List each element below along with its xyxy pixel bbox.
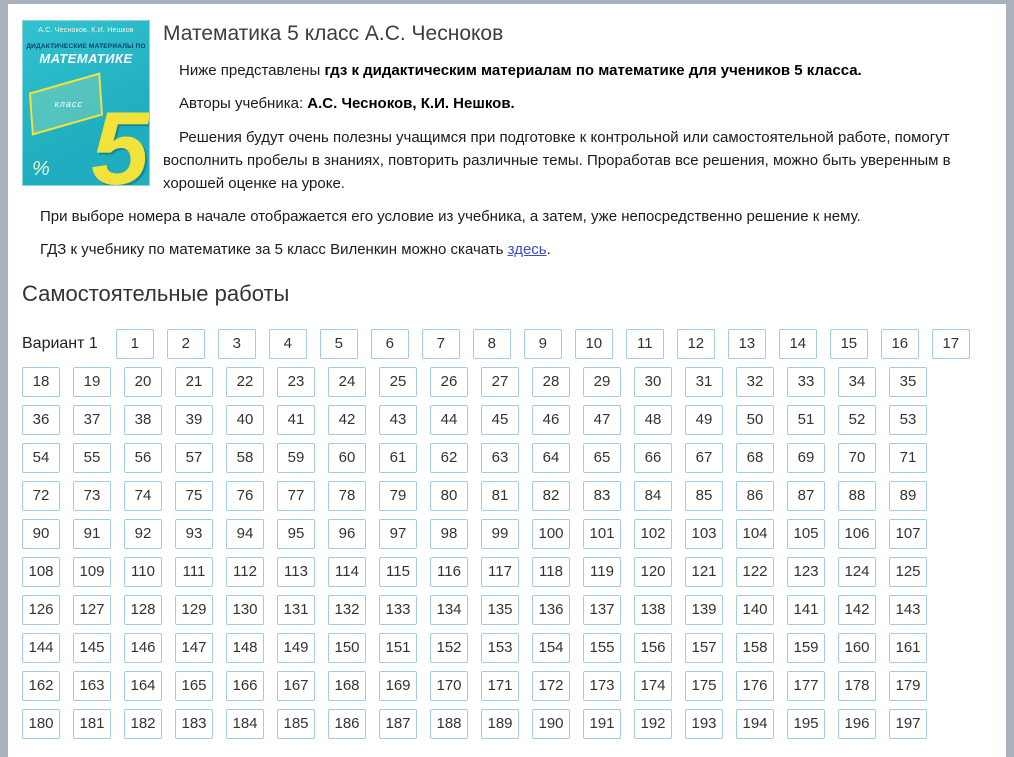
task-button-94[interactable]: 94	[226, 519, 264, 549]
task-button-101[interactable]: 101	[583, 519, 621, 549]
task-grid	[22, 329, 992, 739]
task-button-32[interactable]: 32	[736, 367, 774, 397]
task-button-37[interactable]: 37	[73, 405, 111, 435]
task-button-103[interactable]: 103	[685, 519, 723, 549]
task-button-150[interactable]: 150	[328, 633, 366, 663]
cover-grade-label: класс	[54, 99, 83, 109]
task-button-163[interactable]: 163	[73, 671, 111, 701]
task-button-2[interactable]: 2	[167, 329, 205, 359]
task-button-113[interactable]: 113	[277, 557, 315, 587]
task-button-18[interactable]: 18	[22, 367, 60, 397]
task-button-75[interactable]: 75	[175, 481, 213, 511]
intro-paragraph-1	[163, 59, 992, 82]
task-button-193[interactable]: 193	[685, 709, 723, 739]
task-button-53[interactable]: 53	[889, 405, 927, 435]
task-button-135[interactable]: 135	[481, 595, 519, 625]
task-button-131[interactable]: 131	[277, 595, 315, 625]
task-button-93[interactable]: 93	[175, 519, 213, 549]
task-button-46[interactable]: 46	[532, 405, 570, 435]
task-button-189[interactable]: 189	[481, 709, 519, 739]
task-button-116[interactable]: 116	[430, 557, 468, 587]
task-button-106[interactable]: 106	[838, 519, 876, 549]
task-button-121[interactable]: 121	[685, 557, 723, 587]
task-button-157[interactable]: 157	[685, 633, 723, 663]
task-button-74[interactable]: 74	[124, 481, 162, 511]
task-button-151[interactable]: 151	[379, 633, 417, 663]
task-button-156[interactable]: 156	[634, 633, 672, 663]
task-button-28[interactable]: 28	[532, 367, 570, 397]
task-button-194[interactable]: 194	[736, 709, 774, 739]
task-button-158[interactable]: 158	[736, 633, 774, 663]
task-button-165[interactable]: 165	[175, 671, 213, 701]
task-button-123[interactable]: 123	[787, 557, 825, 587]
task-button-23[interactable]: 23	[277, 367, 315, 397]
task-button-16[interactable]: 16	[881, 329, 919, 359]
task-button-3[interactable]: 3	[218, 329, 256, 359]
task-button-55[interactable]: 55	[73, 443, 111, 473]
task-button-132[interactable]: 132	[328, 595, 366, 625]
task-button-12[interactable]: 12	[677, 329, 715, 359]
task-button-187[interactable]: 187	[379, 709, 417, 739]
task-button-19[interactable]: 19	[73, 367, 111, 397]
task-button-162[interactable]: 162	[22, 671, 60, 701]
percent-sign: %	[32, 158, 50, 180]
task-button-197[interactable]: 197	[889, 709, 927, 739]
task-button-164[interactable]: 164	[124, 671, 162, 701]
task-button-100[interactable]: 100	[532, 519, 570, 549]
task-row	[22, 329, 992, 359]
task-button-144[interactable]: 144	[22, 633, 60, 663]
task-button-98[interactable]: 98	[430, 519, 468, 549]
task-button-5[interactable]: 5	[320, 329, 358, 359]
task-button-177[interactable]: 177	[787, 671, 825, 701]
task-button-112[interactable]: 112	[226, 557, 264, 587]
task-button-171[interactable]: 171	[481, 671, 519, 701]
task-button-191[interactable]: 191	[583, 709, 621, 739]
task-button-182[interactable]: 182	[124, 709, 162, 739]
task-button-77[interactable]: 77	[277, 481, 315, 511]
task-button-185[interactable]: 185	[277, 709, 315, 739]
cover-subject: МАТЕМАТИКЕ	[39, 51, 133, 66]
task-button-175[interactable]: 175	[685, 671, 723, 701]
task-button-115[interactable]: 115	[379, 557, 417, 587]
intro-paragraph-2-text: Авторы учебника:	[179, 95, 308, 113]
task-button-90[interactable]: 90	[22, 519, 60, 549]
task-button-168[interactable]: 168	[328, 671, 366, 701]
task-button-181[interactable]: 181	[73, 709, 111, 739]
task-button-134[interactable]: 134	[430, 595, 468, 625]
task-button-188[interactable]: 188	[430, 709, 468, 739]
task-button-82[interactable]: 82	[532, 481, 570, 511]
task-button-35[interactable]: 35	[889, 367, 927, 397]
task-button-117[interactable]: 117	[481, 557, 519, 587]
task-button-127[interactable]: 127	[73, 595, 111, 625]
task-button-97[interactable]: 97	[379, 519, 417, 549]
task-button-110[interactable]: 110	[124, 557, 162, 587]
task-button-179[interactable]: 179	[889, 671, 927, 701]
section-title: Самостоятельные работы	[22, 280, 290, 306]
task-button-96[interactable]: 96	[328, 519, 366, 549]
task-button-128[interactable]: 128	[124, 595, 162, 625]
task-button-172[interactable]: 172	[532, 671, 570, 701]
task-row	[22, 595, 992, 625]
task-button-139[interactable]: 139	[685, 595, 723, 625]
task-button-180[interactable]: 180	[22, 709, 60, 739]
task-button-161[interactable]: 161	[889, 633, 927, 663]
task-button-39[interactable]: 39	[175, 405, 213, 435]
task-button-130[interactable]: 130	[226, 595, 264, 625]
task-row	[22, 671, 992, 701]
task-button-183[interactable]: 183	[175, 709, 213, 739]
task-button-174[interactable]: 174	[634, 671, 672, 701]
task-button-26[interactable]: 26	[430, 367, 468, 397]
book-header	[22, 20, 992, 205]
task-button-61[interactable]: 61	[379, 443, 417, 473]
task-button-138[interactable]: 138	[634, 595, 672, 625]
task-button-43[interactable]: 43	[379, 405, 417, 435]
task-button-88[interactable]: 88	[838, 481, 876, 511]
intro-paragraph-3: Решения будут очень полезны учащимся при подготовке к контрольной или самостоятельной работе, помогут восполнить пробелы в знаниях, повторить различные темы. Проработав все решения, можно быть уверенным в хорошей оценке на уроке.	[163, 128, 951, 192]
task-button-160[interactable]: 160	[838, 633, 876, 663]
task-button-73[interactable]: 73	[73, 481, 111, 511]
task-row	[22, 557, 992, 587]
task-row	[22, 633, 992, 663]
task-button-49[interactable]: 49	[685, 405, 723, 435]
task-button-62[interactable]: 62	[430, 443, 468, 473]
task-button-66[interactable]: 66	[634, 443, 672, 473]
task-button-85[interactable]: 85	[685, 481, 723, 511]
task-button-48[interactable]: 48	[634, 405, 672, 435]
task-button-118[interactable]: 118	[532, 557, 570, 587]
task-button-58[interactable]: 58	[226, 443, 264, 473]
cover-authors: А.С. Чесноков, К.И. Нешков	[38, 27, 134, 34]
task-button-57[interactable]: 57	[175, 443, 213, 473]
task-button-20[interactable]: 20	[124, 367, 162, 397]
task-button-41[interactable]: 41	[277, 405, 315, 435]
task-button-44[interactable]: 44	[430, 405, 468, 435]
task-button-153[interactable]: 153	[481, 633, 519, 663]
task-button-167[interactable]: 167	[277, 671, 315, 701]
variant-label: Вариант 1	[22, 334, 98, 352]
task-button-95[interactable]: 95	[277, 519, 315, 549]
task-button-56[interactable]: 56	[124, 443, 162, 473]
task-button-50[interactable]: 50	[736, 405, 774, 435]
task-button-129[interactable]: 129	[175, 595, 213, 625]
task-button-147[interactable]: 147	[175, 633, 213, 663]
task-button-4[interactable]: 4	[269, 329, 307, 359]
task-button-78[interactable]: 78	[328, 481, 366, 511]
intro-paragraph-1-bold: гдз к дидактическим материалам по математике для учеников 5 класса.	[324, 62, 862, 79]
task-button-186[interactable]: 186	[328, 709, 366, 739]
task-button-69[interactable]: 69	[787, 443, 825, 473]
task-button-169[interactable]: 169	[379, 671, 417, 701]
task-button-108[interactable]: 108	[22, 557, 60, 587]
task-button-184[interactable]: 184	[226, 709, 264, 739]
task-button-89[interactable]: 89	[889, 481, 927, 511]
task-button-126[interactable]: 126	[22, 595, 60, 625]
task-button-141[interactable]: 141	[787, 595, 825, 625]
task-button-76[interactable]: 76	[226, 481, 264, 511]
task-button-81[interactable]: 81	[481, 481, 519, 511]
task-button-31[interactable]: 31	[685, 367, 723, 397]
task-button-91[interactable]: 91	[73, 519, 111, 549]
task-button-29[interactable]: 29	[583, 367, 621, 397]
task-button-120[interactable]: 120	[634, 557, 672, 587]
task-row	[22, 367, 992, 397]
task-button-195[interactable]: 195	[787, 709, 825, 739]
task-button-111[interactable]: 111	[175, 557, 213, 587]
task-button-80[interactable]: 80	[430, 481, 468, 511]
task-button-109[interactable]: 109	[73, 557, 111, 587]
task-button-154[interactable]: 154	[532, 633, 570, 663]
task-button-70[interactable]: 70	[838, 443, 876, 473]
task-button-45[interactable]: 45	[481, 405, 519, 435]
task-button-136[interactable]: 136	[532, 595, 570, 625]
task-button-13[interactable]: 13	[728, 329, 766, 359]
task-button-33[interactable]: 33	[787, 367, 825, 397]
task-button-192[interactable]: 192	[634, 709, 672, 739]
task-button-15[interactable]: 15	[830, 329, 868, 359]
task-button-190[interactable]: 190	[532, 709, 570, 739]
task-button-8[interactable]: 8	[473, 329, 511, 359]
task-button-178[interactable]: 178	[838, 671, 876, 701]
task-button-196[interactable]: 196	[838, 709, 876, 739]
task-button-17[interactable]: 17	[932, 329, 970, 359]
intro-paragraph-2	[163, 92, 992, 115]
task-button-34[interactable]: 34	[838, 367, 876, 397]
download-paragraph-period: .	[546, 240, 551, 258]
task-button-84[interactable]: 84	[634, 481, 672, 511]
task-button-104[interactable]: 104	[736, 519, 774, 549]
page-title: Математика 5 класс А.С. Чесноков	[163, 22, 504, 45]
book-description	[163, 20, 992, 205]
task-button-140[interactable]: 140	[736, 595, 774, 625]
task-button-40[interactable]: 40	[226, 405, 264, 435]
task-row	[22, 405, 992, 435]
task-button-25[interactable]: 25	[379, 367, 417, 397]
task-button-122[interactable]: 122	[736, 557, 774, 587]
task-button-68[interactable]: 68	[736, 443, 774, 473]
download-link[interactable]: здесь	[507, 240, 547, 258]
task-button-27[interactable]: 27	[481, 367, 519, 397]
task-button-60[interactable]: 60	[328, 443, 366, 473]
task-button-173[interactable]: 173	[583, 671, 621, 701]
task-button-51[interactable]: 51	[787, 405, 825, 435]
task-button-176[interactable]: 176	[736, 671, 774, 701]
task-button-92[interactable]: 92	[124, 519, 162, 549]
task-row	[22, 481, 992, 511]
task-button-83[interactable]: 83	[583, 481, 621, 511]
task-button-142[interactable]: 142	[838, 595, 876, 625]
task-button-36[interactable]: 36	[22, 405, 60, 435]
intro-paragraph-2-bold: А.С. Чесноков, К.И. Нешков.	[307, 95, 515, 113]
task-button-21[interactable]: 21	[175, 367, 213, 397]
task-button-7[interactable]: 7	[422, 329, 460, 359]
task-button-152[interactable]: 152	[430, 633, 468, 663]
task-button-124[interactable]: 124	[838, 557, 876, 587]
task-button-22[interactable]: 22	[226, 367, 264, 397]
task-button-54[interactable]: 54	[22, 443, 60, 473]
task-button-42[interactable]: 42	[328, 405, 366, 435]
task-button-1[interactable]: 1	[116, 329, 154, 359]
task-button-105[interactable]: 105	[787, 519, 825, 549]
cover-series: ДИДАКТИЧЕСКИЕ МАТЕРИАЛЫ ПО	[26, 43, 146, 50]
task-button-102[interactable]: 102	[634, 519, 672, 549]
task-button-9[interactable]: 9	[524, 329, 562, 359]
task-button-47[interactable]: 47	[583, 405, 621, 435]
task-button-6[interactable]: 6	[371, 329, 409, 359]
task-button-137[interactable]: 137	[583, 595, 621, 625]
task-button-79[interactable]: 79	[379, 481, 417, 511]
task-row	[22, 519, 992, 549]
task-button-145[interactable]: 145	[73, 633, 111, 663]
task-button-159[interactable]: 159	[787, 633, 825, 663]
task-button-119[interactable]: 119	[583, 557, 621, 587]
task-button-14[interactable]: 14	[779, 329, 817, 359]
task-button-87[interactable]: 87	[787, 481, 825, 511]
task-button-149[interactable]: 149	[277, 633, 315, 663]
task-button-65[interactable]: 65	[583, 443, 621, 473]
note-paragraph: При выборе номера в начале отображается его условие из учебника, а затем, уже непосредственно решение к нему.	[40, 208, 861, 226]
download-paragraph	[22, 238, 992, 261]
task-button-10[interactable]: 10	[575, 329, 613, 359]
task-button-52[interactable]: 52	[838, 405, 876, 435]
task-button-71[interactable]: 71	[889, 443, 927, 473]
task-button-166[interactable]: 166	[226, 671, 264, 701]
task-button-133[interactable]: 133	[379, 595, 417, 625]
cover-grade-number: 5	[91, 91, 149, 186]
intro-paragraph-1-text: Ниже представлены	[179, 62, 325, 79]
task-button-155[interactable]: 155	[583, 633, 621, 663]
task-button-64[interactable]: 64	[532, 443, 570, 473]
task-button-148[interactable]: 148	[226, 633, 264, 663]
task-button-11[interactable]: 11	[626, 329, 664, 359]
task-row	[22, 443, 992, 473]
task-button-67[interactable]: 67	[685, 443, 723, 473]
task-button-125[interactable]: 125	[889, 557, 927, 587]
task-button-143[interactable]: 143	[889, 595, 927, 625]
task-button-38[interactable]: 38	[124, 405, 162, 435]
task-button-99[interactable]: 99	[481, 519, 519, 549]
page-content	[8, 4, 1006, 757]
task-button-63[interactable]: 63	[481, 443, 519, 473]
task-row	[22, 709, 992, 739]
task-button-24[interactable]: 24	[328, 367, 366, 397]
task-button-86[interactable]: 86	[736, 481, 774, 511]
task-button-146[interactable]: 146	[124, 633, 162, 663]
download-paragraph-text: ГДЗ к учебнику по математике за 5 класс Виленкин можно скачать	[40, 240, 508, 258]
task-button-114[interactable]: 114	[328, 557, 366, 587]
task-button-72[interactable]: 72	[22, 481, 60, 511]
book-cover-image	[22, 20, 150, 186]
task-button-59[interactable]: 59	[277, 443, 315, 473]
task-button-170[interactable]: 170	[430, 671, 468, 701]
task-button-30[interactable]: 30	[634, 367, 672, 397]
task-button-107[interactable]: 107	[889, 519, 927, 549]
